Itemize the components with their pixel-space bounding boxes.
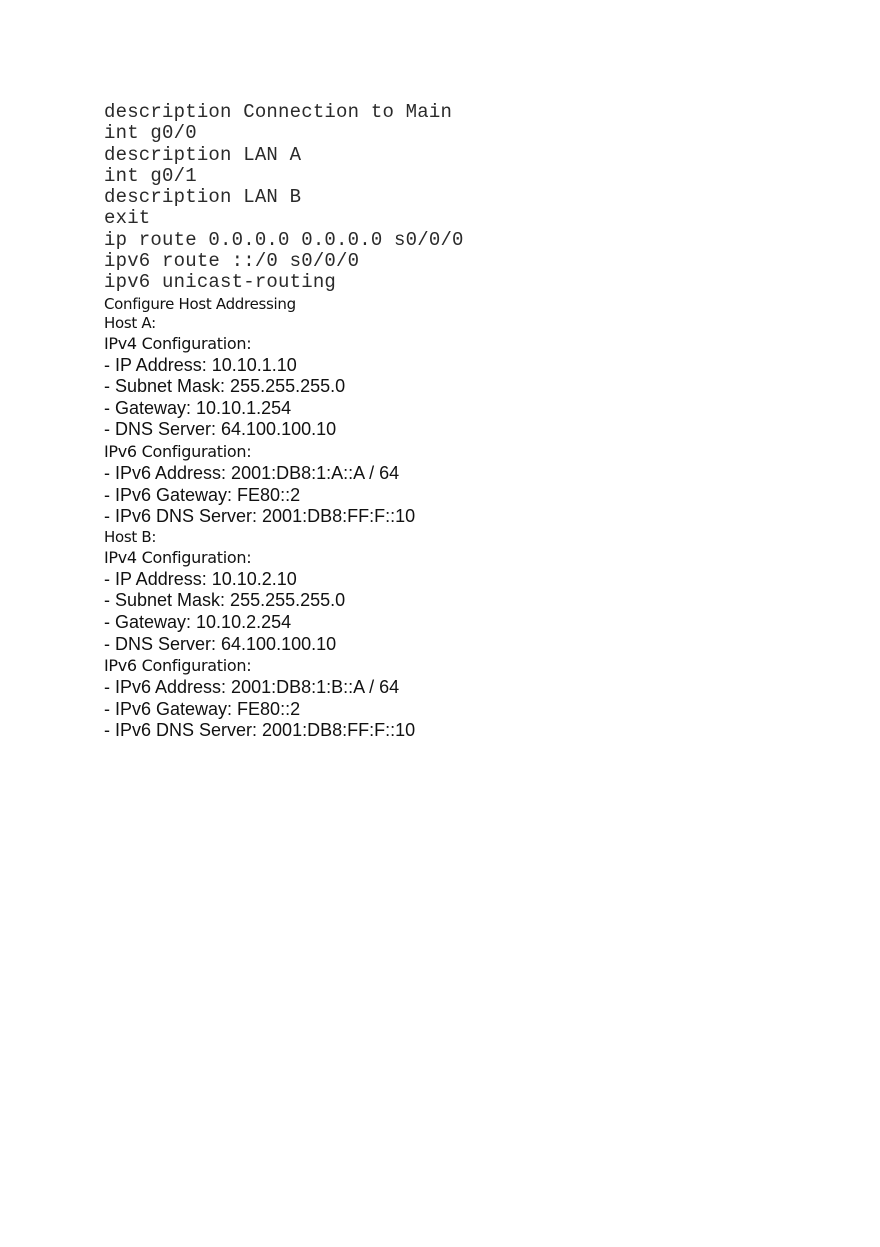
- config-line: ip route 0.0.0.0 0.0.0.0 s0/0/0: [104, 228, 464, 251]
- host-a-ipv4-heading: IPv4 Configuration:: [104, 333, 252, 353]
- config-line: ipv6 route ::/0 s0/0/0: [104, 250, 360, 273]
- host-a-ipv6-item: - IPv6 Address: 2001:DB8:1:A::A / 64: [104, 463, 400, 484]
- host-a-ipv6-heading: IPv6 Configuration:: [104, 442, 252, 462]
- config-line: int g0/0: [104, 122, 197, 145]
- host-b-ipv4-item: - IP Address: 10.10.2.10: [104, 568, 297, 589]
- section-title: Configure Host Addressing: [104, 294, 296, 313]
- config-line: description Connection to Main: [104, 101, 453, 123]
- config-line: ipv6 unicast-routing: [104, 271, 337, 294]
- host-b-ipv4-item: - DNS Server: 64.100.100.10: [104, 633, 337, 654]
- host-b-ipv6-item: - IPv6 Gateway: FE80::2: [104, 698, 301, 719]
- host-b-ipv6-heading: IPv6 Configuration:: [104, 656, 252, 676]
- host-b-block: [104, 528, 824, 742]
- config-line: description LAN B: [104, 186, 302, 209]
- host-a-ipv4-item: - Subnet Mask: 255.255.255.0: [104, 376, 346, 397]
- document-page: [104, 102, 824, 742]
- router-config-block: [104, 102, 824, 294]
- host-a-ipv4-item: - IP Address: 10.10.1.10: [104, 354, 297, 375]
- host-b-ipv4-item: - Subnet Mask: 255.255.255.0: [104, 590, 346, 611]
- config-line: description LAN A: [104, 143, 302, 166]
- host-a-ipv4-item: - Gateway: 10.10.1.254: [104, 397, 292, 418]
- host-a-ipv6-item: - IPv6 DNS Server: 2001:DB8:FF:F::10: [104, 506, 416, 527]
- host-a-label: Host A:: [104, 313, 156, 332]
- host-b-ipv6-item: - IPv6 Address: 2001:DB8:1:B::A / 64: [104, 677, 400, 698]
- config-line: exit: [104, 207, 151, 230]
- host-b-ipv4-item: - Gateway: 10.10.2.254: [104, 612, 292, 633]
- host-a-ipv4-item: - DNS Server: 64.100.100.10: [104, 419, 337, 440]
- config-line: int g0/1: [104, 164, 197, 187]
- host-b-ipv4-heading: IPv4 Configuration:: [104, 547, 252, 567]
- host-b-label: Host B:: [104, 527, 157, 546]
- host-b-ipv6-item: - IPv6 DNS Server: 2001:DB8:FF:F::10: [104, 720, 416, 741]
- host-a-block: [104, 314, 824, 528]
- host-a-ipv6-item: - IPv6 Gateway: FE80::2: [104, 484, 301, 505]
